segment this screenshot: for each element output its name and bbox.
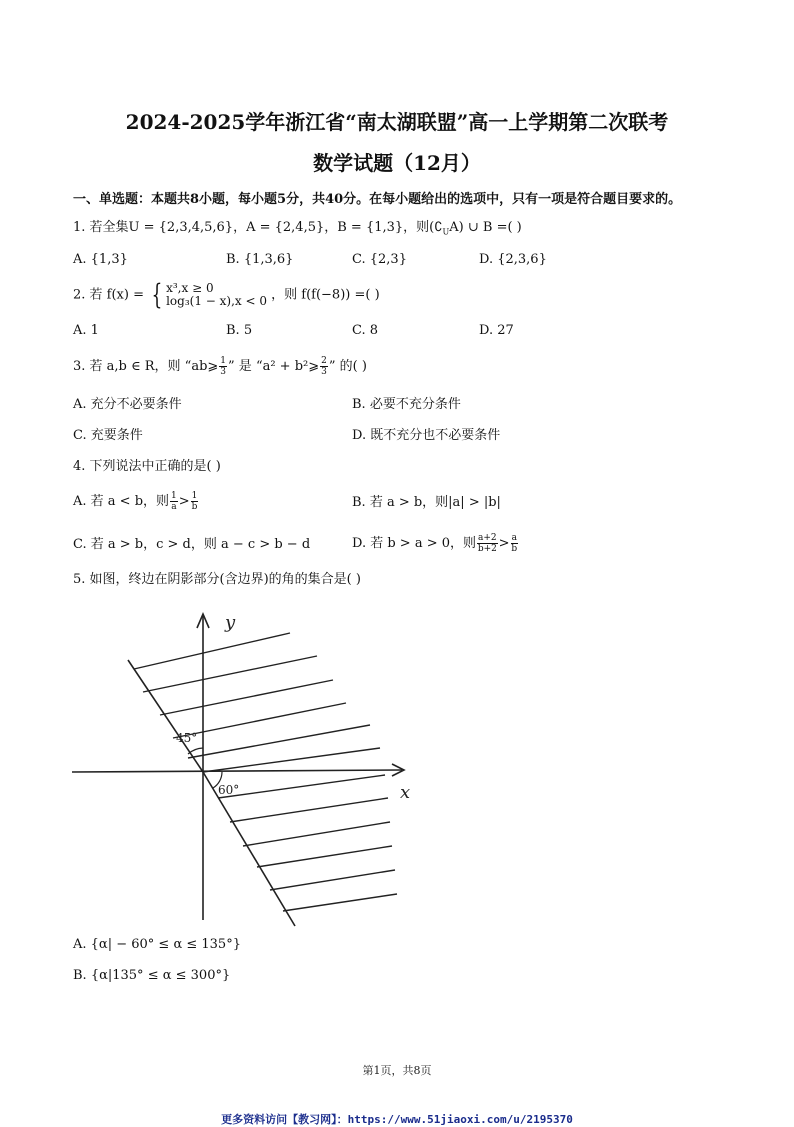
angle-label-60: 60° [218,783,240,797]
y-axis-label: y [225,612,236,633]
q1-option-d: D. {2,3,6} [479,252,547,267]
question-2-stem: 2. 若 f(x) = { x³,x ≥ 0 log₃(1 − x),x < 0 ，则 f(f(−8)) =( ) [73,278,380,311]
q5-option-b: B. {α|135° ≤ α ≤ 300°} [73,968,231,983]
doc-title: 2024-2025学年浙江省“南太湖联盟”高一上学期第二次联考 [125,110,669,134]
section-heading: 一、单选题：本题共8小题，每小题5分，共40分。在每小题给出的选项中，只有一项是符合题目要求的。 [73,192,682,207]
doc-subtitle: 数学试题（12月） [313,151,481,175]
q4-option-b: B. 若 a > b，则|a| > |b| [352,495,501,510]
q5-option-a: A. {α| − 60° ≤ α ≤ 135°} [73,937,241,952]
q3-option-a: A. 充分不必要条件 [73,397,182,412]
piecewise-function: x³,x ≥ 0 log₃(1 − x),x < 0 [166,281,267,308]
q3-option-d: D. 既不充分也不必要条件 [352,428,501,443]
q3-option-c: C. 充要条件 [73,428,143,443]
angle-label-45: 45° [176,731,198,745]
piecewise-brace: { [151,278,163,311]
question-4-stem: 4. 下列说法中正确的是( ) [73,459,221,474]
question-3-stem: 3. 若 a,b ∈ R，则 “ab⩾ $\frac{1}{3}$ ” 是 “a² + b²⩾ $\frac{2}{3}$ ” 的( ) [73,356,367,377]
question-1-stem: 1. 若全集U = {2,3,4,5,6}，A = {2,4,5}，B = {1,3}，则$(∁_UA)$ ∪ B =( ) [73,220,522,237]
q2-option-b: B. 5 [226,323,253,338]
q2-option-a: A. 1 [73,323,99,338]
website-link[interactable]: 更多资料访问【教习网】：https://www.51jiaoxi.com/u/2195370 [221,1113,573,1126]
q1-option-c: C. {2,3} [352,252,407,267]
angle-region-figure [70,608,420,933]
boundary-ray-300 [203,772,295,926]
q1-option-b: B. {1,3,6} [226,252,294,267]
x-axis [72,770,402,772]
x-axis-label: x [400,782,411,803]
q4-option-c: C. 若 a > b，c > d，则 a − c > b − d [73,537,311,552]
q3-option-b: B. 必要不充分条件 [352,397,461,412]
q2-option-c: C. 8 [352,323,379,338]
question-5-stem: 5. 如图，终边在阴影部分(含边界)的角的集合是( ) [73,572,361,587]
q2-option-d: D. 27 [479,323,514,338]
q4-option-a: A. 若 a < b，则 $\frac{1}{a}$ > $\frac{1}{b}$ [73,491,198,512]
q4-option-d: D. 若 b > a > 0，则 $\frac{a+2}{b+2}$ > $\frac{a}{b}$ [352,533,518,554]
boundary-ray-135 [128,660,203,772]
page-number: 第1页，共8页 [362,1064,432,1077]
q1-option-a: A. {1,3} [73,252,128,267]
